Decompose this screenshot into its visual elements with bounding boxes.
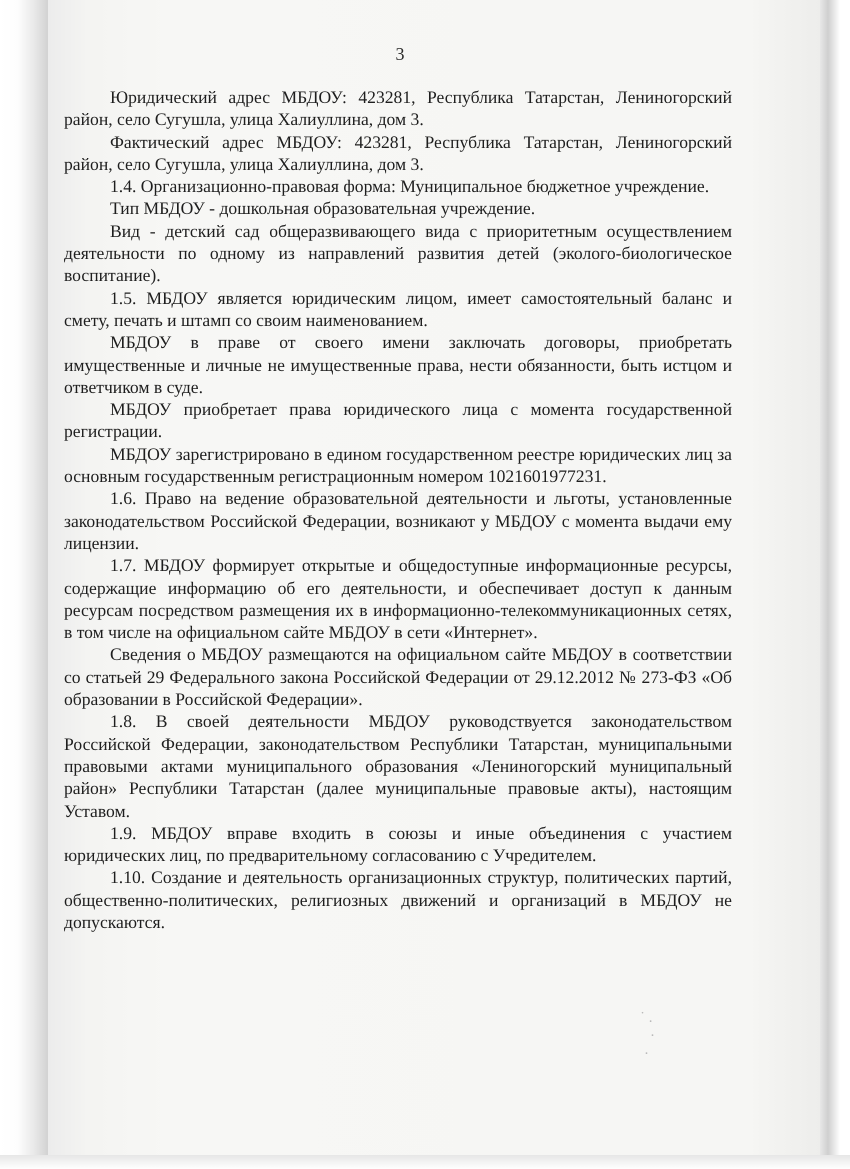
paragraph-rights-acquisition: МБДОУ приобретает права юридического лица с момента государственной регистрации.	[64, 399, 732, 442]
paragraph-information-resources: 1.7. МБДОУ формирует открытые и общедоступные информационные ресурсы, содержащие информацию об его деятельности, и обеспечивает доступ к данным ресурсам посредством размещения их в информационно-телекоммуникационных сетях, в том числе на официальном сайте МБДОУ в сети «Интернет».	[64, 555, 732, 643]
paragraph-license: 1.6. Право на ведение образовательной деятельности и льготы, установленные законодательством Российской Федерации, возникают у МБДОУ с момента выдачи ему лицензии.	[64, 488, 732, 553]
paragraph-legal-address: Юридический адрес МБДОУ: 423281, Республика Татарстан, Лениногорский район, село Сугушла, улица Халиуллина, дом 3.	[64, 87, 732, 130]
page-number: 3	[395, 44, 405, 64]
paragraph-kind: Вид - детский сад общеразвивающего вида с приоритетным осуществлением деятельности по одному из направлений развития детей (эколого-биологическое воспитание).	[64, 220, 732, 286]
scan-right-edge	[820, 0, 850, 1169]
paragraph-registration: МБДОУ зарегистрировано в едином государственном реестре юридических лиц за основным государственным регистрационным номером 1021601977231.	[64, 443, 732, 487]
paragraph-actual-address: Фактический адрес МБДОУ: 423281, Республика Татарстан, Лениногорский район, село Сугушла, улица Халиуллина, дом 3.	[64, 131, 732, 174]
scan-bottom-edge	[0, 1155, 850, 1169]
paragraph-legal-form: 1.4. Организационно-правовая форма: Муниципальное бюджетное учреждение.	[110, 176, 710, 197]
scan-artifact-mark: ·	[650, 1028, 655, 1044]
paragraph-legal-entity: 1.5. МБДОУ является юридическим лицом, имеет самостоятельный баланс и смету, печать и штамп со своим наименованием.	[64, 287, 732, 330]
paragraph-type: Тип МБДОУ - дошкольная образовательная учреждение.	[110, 198, 536, 219]
paragraph-website-info: Сведения о МБДОУ размещаются на официальном сайте МБДОУ в соответствии со статьей 29 Федерального закона Российской Федерации от 29.12.2012 № 273-ФЗ «Об образовании в Российской Федерации».	[64, 644, 732, 710]
paragraph-legislation: 1.8. В своей деятельности МБДОУ руководствуется законодательством Российской Федерации, законодательством Республики Татарстан, муниципальными правовыми актами муниципального образования «Лениногорский муниципальный район» Республики Татарстан (далее муниципальные правовые акты), настоящим Уставом.	[64, 711, 732, 821]
scan-artifact-mark: ·	[644, 1046, 649, 1062]
paragraph-contracts: МБДОУ в праве от своего имени заключать договоры, приобретать имущественные и личные не имущественные права, нести обязанности, быть истцом и ответчиком в суде.	[64, 332, 732, 397]
paragraph-unions: 1.9. МБДОУ вправе входить в союзы и иные объединения с участием юридических лиц, по предварительному согласованию с Учредителем.	[64, 822, 732, 866]
document-body	[64, 86, 732, 933]
scan-artifact-mark: ˙ .	[640, 1010, 653, 1026]
scan-left-edge	[0, 0, 48, 1169]
paragraph-political-structures: 1.10. Создание и деятельность организационных структур, политических партий, общественно-политических, религиозных движений и организаций в МБДОУ не допускаются.	[64, 867, 732, 932]
